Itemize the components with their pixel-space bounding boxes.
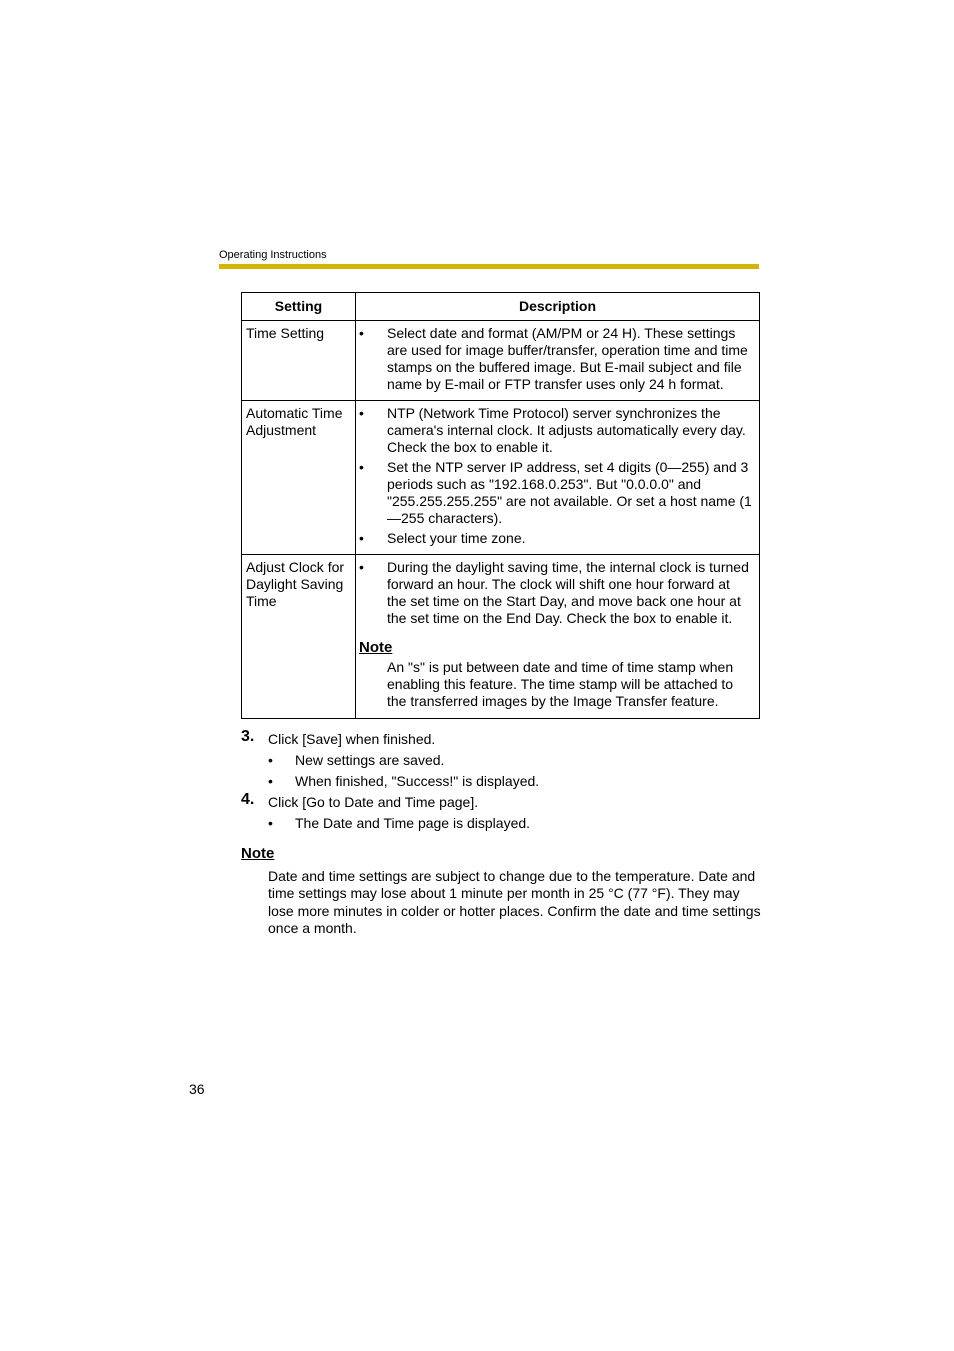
bullet-icon: • (268, 752, 273, 768)
list-item: • NTP (Network Time Protocol) server synchronizes the camera's internal clock. It adjusts automatically every day. Check the box to enable it. (359, 405, 746, 455)
bullet-icon: • (359, 459, 364, 475)
bullet-icon: • (268, 773, 273, 789)
setting-description (356, 321, 760, 401)
bullet-icon: • (268, 815, 273, 831)
cell-note-title: Note (359, 639, 393, 656)
step-number: 4. (241, 791, 255, 808)
table-row (242, 401, 760, 555)
step-sub-list (241, 752, 761, 790)
list-item: • The Date and Time page is displayed. (268, 815, 531, 831)
header-rule (219, 264, 759, 269)
step-number: 3. (241, 728, 255, 745)
step-text: Click [Go to Date and Time page]. (268, 794, 479, 810)
page-number: 36 (189, 1081, 205, 1097)
setting-description (356, 555, 760, 719)
setting-name: Adjust Clock for Daylight Saving Time (242, 555, 356, 719)
description-list (359, 559, 753, 627)
note-text: Date and time settings are subject to change due to the temperature. Date and time settings may lose about 1 minute per month in 25 °C (77 °F). They may lose more minutes in colder or hotter places. Confirm the date and time settings once a month. (268, 867, 761, 936)
list-item: • Select date and format (AM/PM or 24 H). These settings are used for image buffer/transfer, operation time and time stamps on the buffered image. But E-mail subject and file name by E-mail or FTP transfer uses only 24 h format. (359, 325, 748, 392)
list-item: • During the daylight saving time, the internal clock is turned forward an hour. The clock will shift one hour forward at the set time on the Start Day, and move back one hour at the set time on the End Day. Check the box to enable it. (359, 559, 749, 626)
bullet-icon: • (359, 405, 364, 421)
list-item: • When finished, "Success!" is displayed. (268, 773, 540, 789)
bullet-icon: • (359, 530, 364, 546)
column-header-description: Description (356, 293, 760, 321)
note-section (241, 845, 761, 938)
step-sub-list (241, 815, 761, 832)
bullet-icon: • (359, 559, 364, 575)
table-row (242, 321, 760, 401)
description-list (359, 325, 753, 393)
cell-note-text: An "s" is put between date and time of time stamp when enabling this feature. The time stamp will be attached to the transferred images by the Image Transfer feature. (387, 659, 734, 709)
table-header-row (242, 293, 760, 321)
list-item: • New settings are saved. (268, 752, 445, 768)
description-list (359, 405, 753, 547)
step (241, 791, 761, 811)
list-item: • Select your time zone. (359, 530, 526, 546)
settings-table (241, 292, 760, 719)
bullet-icon: • (359, 325, 364, 341)
running-header: Operating Instructions (219, 249, 327, 261)
setting-name: Automatic Time Adjustment (242, 401, 356, 555)
step (241, 728, 761, 748)
table-row (242, 555, 760, 719)
step-text: Click [Save] when finished. (268, 731, 436, 747)
list-item: • Set the NTP server IP address, set 4 digits (0—255) and 3 periods such as "192.168.0.253". But "0.0.0.0" and "255.255.255.255" are not available. Or set a host name (1—255 characters). (359, 459, 752, 526)
setting-name: Time Setting (242, 321, 356, 401)
column-header-setting: Setting (242, 293, 356, 321)
setting-description (356, 401, 760, 555)
steps (241, 728, 761, 836)
note-title: Note (241, 845, 275, 862)
